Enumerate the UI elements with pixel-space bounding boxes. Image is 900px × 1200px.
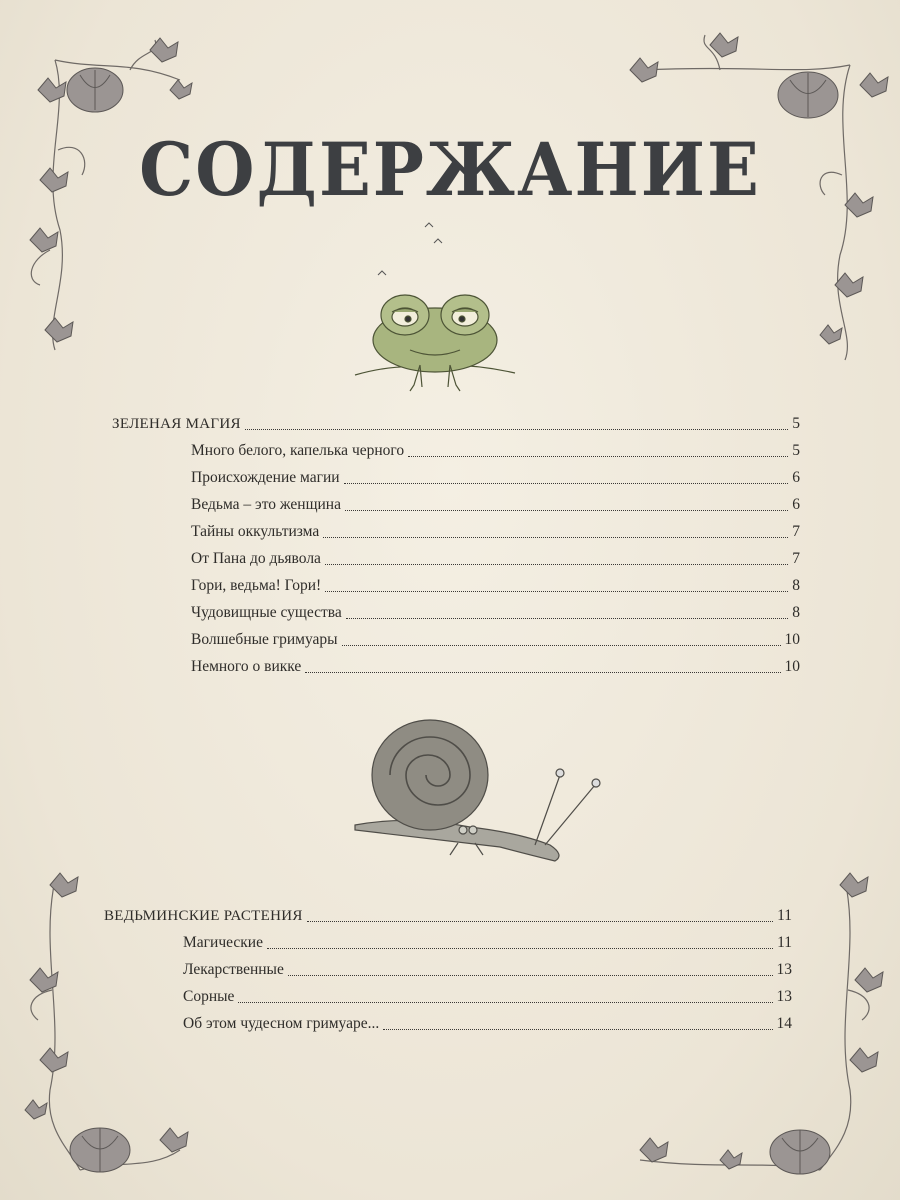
dot-leader [305,672,780,673]
toc-page-number: 10 [784,631,800,648]
toc-item-row[interactable] [183,1010,792,1037]
toc-page-number: 7 [792,523,800,540]
toc-page-number: 5 [792,415,800,432]
dot-leader [344,483,789,484]
dot-leader [325,564,788,565]
toc-page-number: 11 [777,907,792,924]
toc-item-label: Тайны оккультизма [191,523,320,540]
toc-item-row[interactable] [191,464,800,491]
toc-item-row[interactable] [183,983,792,1010]
toc-page-number: 8 [792,577,800,594]
toc-section-1 [112,410,800,680]
dot-leader [307,921,773,922]
dot-leader [323,537,788,538]
toc-item-row[interactable] [191,437,800,464]
toc-heading-row[interactable] [104,902,792,929]
dot-leader [245,429,788,430]
toc-item-row[interactable] [191,545,800,572]
dot-leader [383,1029,772,1030]
toc-heading-label: ЗЕЛЕНАЯ МАГИЯ [112,416,241,432]
toc-heading-label: ВЕДЬМИНСКИЕ РАСТЕНИЯ [104,908,303,924]
toc-page-number: 13 [776,988,792,1005]
toc-item-label: Происхождение магии [191,469,340,486]
toc-item-label: Лекарственные [183,961,284,978]
dot-leader [342,645,781,646]
dot-leader [238,1002,772,1003]
dot-leader [325,591,788,592]
dot-leader [288,975,773,976]
toc-item-row[interactable] [191,491,800,518]
toc-item-label: Магические [183,934,263,951]
toc-page-number: 6 [792,469,800,486]
toc-item-row[interactable] [191,599,800,626]
toc-page-number: 10 [784,658,800,675]
toc-item-label: Об этом чудесном гримуаре... [183,1015,380,1032]
snail-illustration-icon [350,705,610,875]
toc-page-number: 8 [792,604,800,621]
toc-item-label: Много белого, капелька черного [191,442,405,459]
toc-item-row[interactable] [183,929,792,956]
toc-item-label: Волшебные гримуары [191,631,338,648]
dot-leader [346,618,788,619]
toc-item-row[interactable] [191,653,800,680]
toc-item-label: Ведьма – это женщина [191,496,341,513]
toc-item-row[interactable] [191,626,800,653]
toc-page-number: 13 [776,961,792,978]
toc-page-number: 11 [777,934,792,951]
toc-item-label: Гори, ведьма! Гори! [191,577,322,594]
toc-item-label: Сорные [183,988,235,1005]
toc-item-label: Чудовищные существа [191,604,342,621]
toc-page-number: 14 [776,1015,792,1032]
toc-item-row[interactable] [191,518,800,545]
frog-illustration-icon [350,215,520,405]
toc-page-number: 6 [792,496,800,513]
toc-item-row[interactable] [183,956,792,983]
toc-heading-row[interactable] [112,410,800,437]
dot-leader [345,510,788,511]
toc-section-2 [104,902,792,1037]
dot-leader [267,948,773,949]
page-title: СОДЕРЖАНИЕ [139,126,761,214]
toc-item-label: Немного о викке [191,658,302,675]
toc-page-number: 7 [792,550,800,567]
toc-item-label: От Пана до дьявола [191,550,321,567]
toc-page-number: 5 [792,442,800,459]
toc-item-row[interactable] [191,572,800,599]
dot-leader [408,456,788,457]
